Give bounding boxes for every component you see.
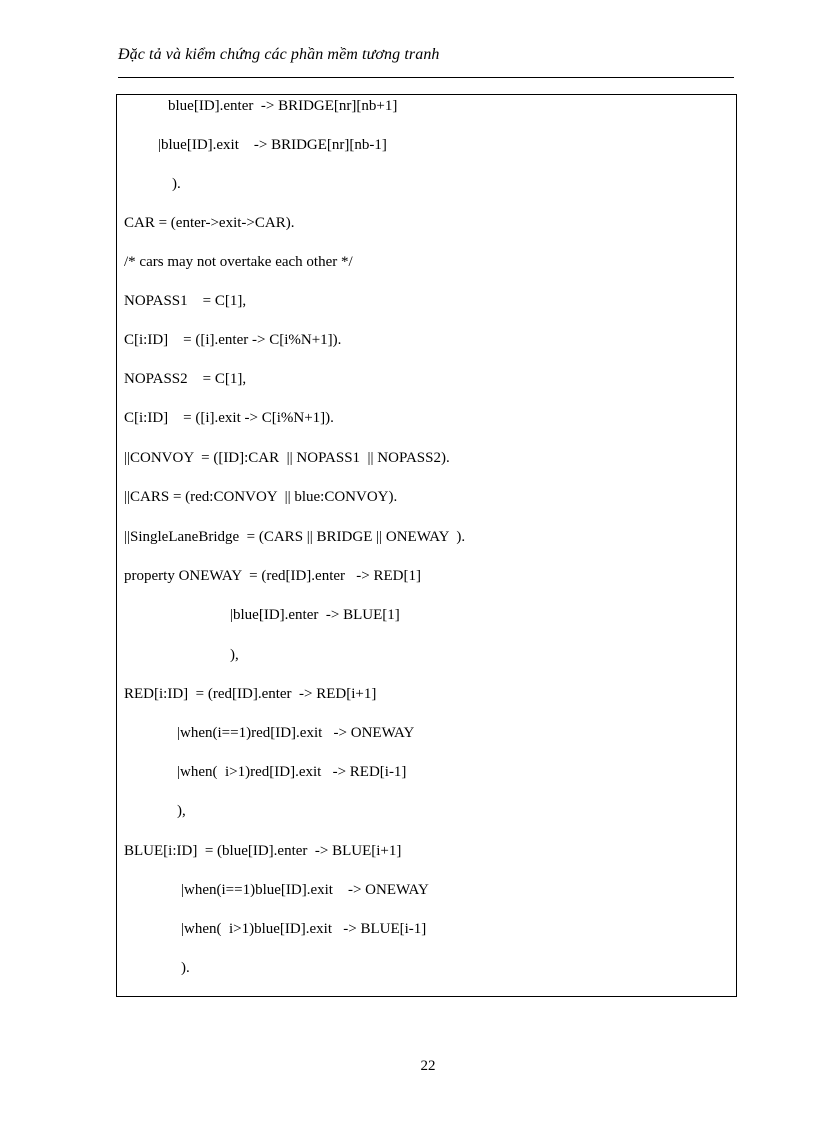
- code-line: /* cars may not overtake each other */: [124, 254, 353, 270]
- code-line: |when( i>1)blue[ID].exit -> BLUE[i-1]: [181, 921, 427, 937]
- code-line: ),: [230, 647, 239, 663]
- page-number: 22: [420, 1058, 436, 1074]
- code-line: ),: [177, 803, 186, 819]
- header-divider: [118, 77, 734, 78]
- code-line: RED[i:ID] = (red[ID].enter -> RED[i+1]: [124, 686, 377, 702]
- code-line: ).: [181, 960, 190, 976]
- code-line: C[i:ID] = ([i].exit -> C[i%N+1]).: [124, 410, 334, 426]
- code-line: |when(i==1)red[ID].exit -> ONEWAY: [177, 725, 415, 741]
- code-line: NOPASS1 = C[1],: [124, 293, 247, 309]
- code-line: ||CONVOY = ([ID]:CAR || NOPASS1 || NOPASS2).: [124, 450, 450, 466]
- code-line: ||SingleLaneBridge = (CARS || BRIDGE || ONEWAY ).: [124, 529, 466, 545]
- code-line: NOPASS2 = C[1],: [124, 371, 247, 387]
- code-line: C[i:ID] = ([i].enter -> C[i%N+1]).: [124, 332, 342, 348]
- code-line: blue[ID].enter -> BRIDGE[nr][nb+1]: [168, 98, 398, 114]
- code-line: |blue[ID].exit -> BRIDGE[nr][nb-1]: [158, 137, 387, 153]
- code-line: BLUE[i:ID] = (blue[ID].enter -> BLUE[i+1]: [124, 843, 402, 859]
- code-line: ||CARS = (red:CONVOY || blue:CONVOY).: [124, 489, 398, 505]
- code-line: |when(i==1)blue[ID].exit -> ONEWAY: [181, 882, 429, 898]
- running-header: Đặc tả và kiểm chứng các phần mềm tương tranh: [118, 46, 440, 63]
- code-line: |blue[ID].enter -> BLUE[1]: [230, 607, 400, 623]
- code-line: property ONEWAY = (red[ID].enter -> RED[1]: [124, 568, 421, 584]
- code-line: ).: [172, 176, 181, 192]
- code-line: |when( i>1)red[ID].exit -> RED[i-1]: [177, 764, 407, 780]
- code-line: CAR = (enter->exit->CAR).: [124, 215, 295, 231]
